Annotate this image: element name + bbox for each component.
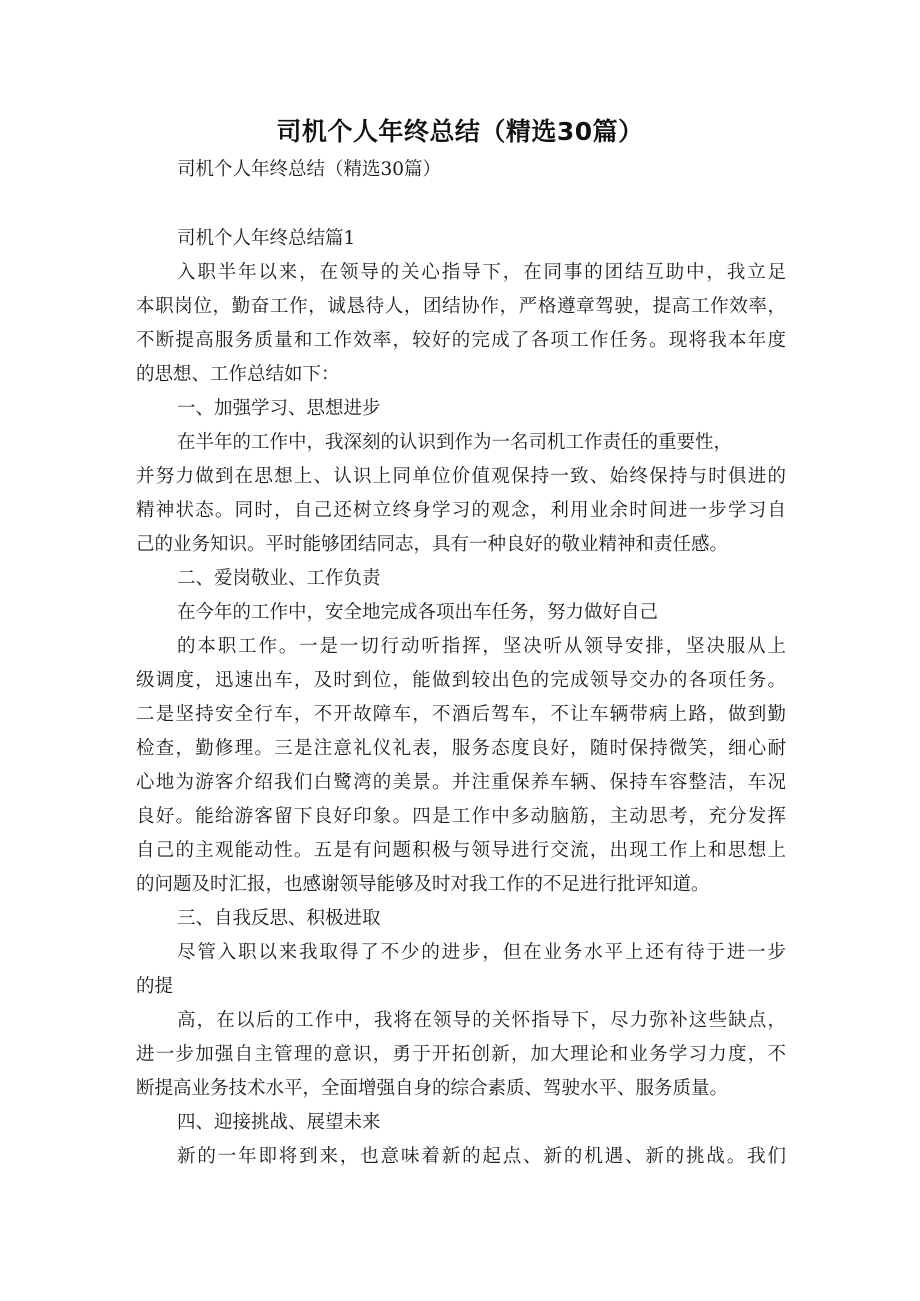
paragraph-line: 在半年的工作中，我深刻的认识到作为一名司机工作责任的重要性， bbox=[177, 432, 733, 453]
paragraph-line: 级调度，迅速出车，及时到位，能做到较出色的完成领导交办的各项任务。 bbox=[136, 670, 786, 691]
paragraph-line: 入职半年以来，在领导的关心指导下，在同事的团结互助中，我立足 bbox=[177, 262, 786, 283]
paragraph-line: 己的业务知识。平时能够团结同志，具有一种良好的敬业精神和责任感。 bbox=[136, 534, 729, 555]
paragraph-line: 进一步加强自主管理的意识，勇于开拓创新，加大理论和业务学习力度，不 bbox=[136, 1044, 786, 1065]
paragraph-line: 新的一年即将到来，也意味着新的起点、新的机遇、新的挑战。我们 bbox=[177, 1146, 786, 1167]
paragraph-line: 的思想、工作总结如下： bbox=[136, 364, 340, 385]
paragraph-line: 断提高业务技术水平，全面增强自身的综合素质、驾驶水平、服务质量。 bbox=[136, 1078, 729, 1099]
paragraph-line: 在今年的工作中，安全地完成各项出车任务，努力做好自己 bbox=[177, 602, 659, 623]
subheading: 三、自我反思、积极进取 bbox=[177, 908, 381, 929]
paragraph-line: 的问题及时汇报，也感谢领导能够及时对我工作的不足进行批评知道。 bbox=[136, 874, 710, 895]
paragraph-line: 二是坚持安全行车，不开故障车，不酒后驾车，不让车辆带病上路，做到勤 bbox=[136, 704, 786, 725]
subheading: 一、加强学习、思想进步 bbox=[177, 398, 381, 419]
paragraph-line: 良好。能给游客留下良好印象。四是工作中多动脑筋，主动思考，充分发挥 bbox=[136, 806, 786, 827]
document-subtitle: 司机个人年终总结（精选30篇） bbox=[177, 159, 442, 180]
paragraph-line: 的提 bbox=[136, 976, 174, 997]
subheading: 四、迎接挑战、展望未来 bbox=[177, 1112, 381, 1133]
paragraph-line: 尽管入职以来我取得了不少的进步，但在业务水平上还有待于进一步 bbox=[177, 942, 786, 963]
paragraph-line: 心地为游客介绍我们白鹭湾的美景。并注重保养车辆、保持车容整洁，车况 bbox=[136, 772, 786, 793]
paragraph-line: 高，在以后的工作中，我将在领导的关怀指导下，尽力弥补这些缺点， bbox=[177, 1010, 786, 1031]
subheading: 二、爱岗敬业、工作负责 bbox=[177, 568, 381, 589]
paragraph-line: 并努力做到在思想上、认识上同单位价值观保持一致、始终保持与时俱进的 bbox=[136, 466, 786, 487]
document-title: 司机个人年终总结（精选30篇） bbox=[276, 117, 644, 146]
paragraph-line: 本职岗位，勤奋工作，诚恳待人，团结协作，严格遵章驾驶，提高工作效率， bbox=[136, 296, 786, 317]
paragraph-line: 精神状态。同时，自己还树立终身学习的观念，利用业余时间进一步学习自 bbox=[136, 500, 786, 521]
paragraph-line: 自己的主观能动性。五是有问题积极与领导进行交流，出现工作上和思想上 bbox=[136, 840, 786, 861]
paragraph-line: 的本职工作。一是一切行动听指挥，坚决听从领导安排，坚决服从上 bbox=[177, 636, 786, 657]
paragraph-line: 检查，勤修理。三是注意礼仪礼表，服务态度良好，随时保持微笑，细心耐 bbox=[136, 738, 786, 759]
paragraph-line: 不断提高服务质量和工作效率，较好的完成了各项工作任务。现将我本年度 bbox=[136, 330, 786, 351]
section-heading: 司机个人年终总结篇1 bbox=[177, 228, 356, 249]
